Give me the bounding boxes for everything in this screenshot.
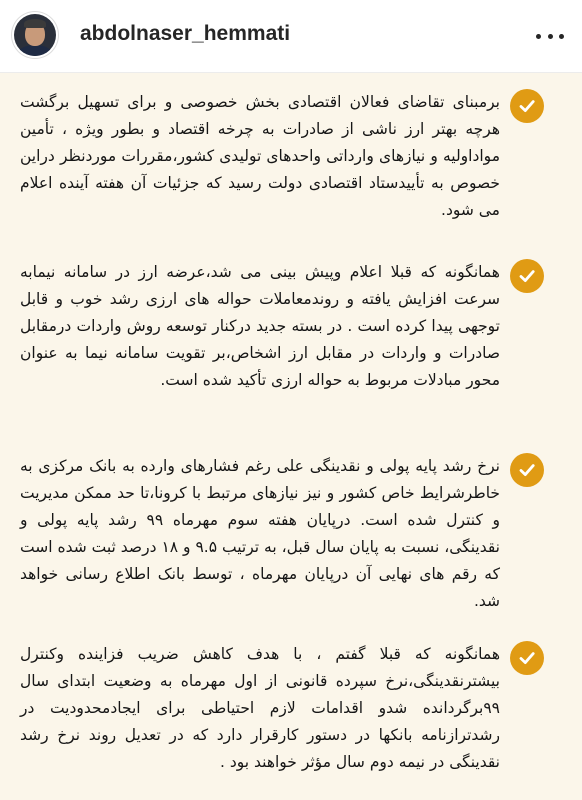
paragraph-3: نرخ رشد پایه پولی و نقدینگی علی رغم فشارهای وارده به بانک مرکزی به خاطرشرایط خاص کشور و نیز نیازهای مرتبط با کرونا،تا حد ممکن مدیریت و کنترل شده است. درپایان هفته سوم مهرماه ۹۹ رشد پایه پولی و نقدینگی، نسبت به پایان سال قبل، به ترتیب ۹.۵ و ۱۸ درصد ثبت شده است که رقم های نهایی آن درپایان مهرماه ، توسط بانک اطلاع رسانی خواهد شد.: [20, 457, 500, 610]
post-image: [0, 73, 582, 800]
paragraph-4: همانگونه که قبلا گفتم ، با هدف کاهش ضریب فزاینده وکنترل بیشترنقدینگی،نرخ سپرده قانونی از اول مهرماه به وضعیت ابتدای سال ۹۹برگردانده شدو اقدامات لازم احتیاطی برای ایجادمحدودیت در رشدترازنامه بانکها در دستور کارقرار دارد که در تعدیل روند نرخ رشد نقدینگی در نیمه دوم سال مؤثر خواهند بود .: [20, 645, 500, 771]
username[interactable]: abdolnaser_hemmati: [80, 22, 291, 45]
avatar-hair: [24, 19, 46, 28]
paragraph-2: همانگونه که قبلا اعلام وپیش بینی می شد،عرضه ارز در سامانه نیمابه سرعت افزایش یافته و روندمعاملات حواله های ارزی رشد خوب و قابل توجهی پیدا کرده است . در بسته جدید درکنار توسعه روش واردات درمقابل صادرات و واردات در مقابل ارز اشخاص،بر تقویت سامانه نیما به عنوان محور مبادلات مربوط به حواله ارزی تأکید شده است.: [20, 263, 500, 389]
more-options-icon[interactable]: [536, 26, 564, 46]
post-header: [0, 0, 582, 73]
checkmark-icon: [510, 453, 544, 487]
more-dot: [536, 34, 541, 39]
checkmark-icon: [510, 89, 544, 123]
checkmark-icon: [510, 641, 544, 675]
checkmark-icon: [510, 259, 544, 293]
paragraph-1: برمبنای تقاضای فعالان اقتصادی بخش خصوصی و برای تسهیل برگشت هرچه بهتر ارز ناشی از صادرات به چرخه اقتصاد و بطور ویژه ، تأمین مواداولیه و نیازهای وارداتی واحدهای تولیدی کشور،مقررات موردنظر دراین خصوص به تأییدستاد اقتصادی دولت رسید که جزئیات آن هفته آینده اعلام می شود.: [20, 93, 500, 219]
avatar-suit: [17, 45, 53, 56]
more-dot: [548, 34, 553, 39]
more-dot: [559, 34, 564, 39]
avatar[interactable]: [14, 14, 56, 56]
